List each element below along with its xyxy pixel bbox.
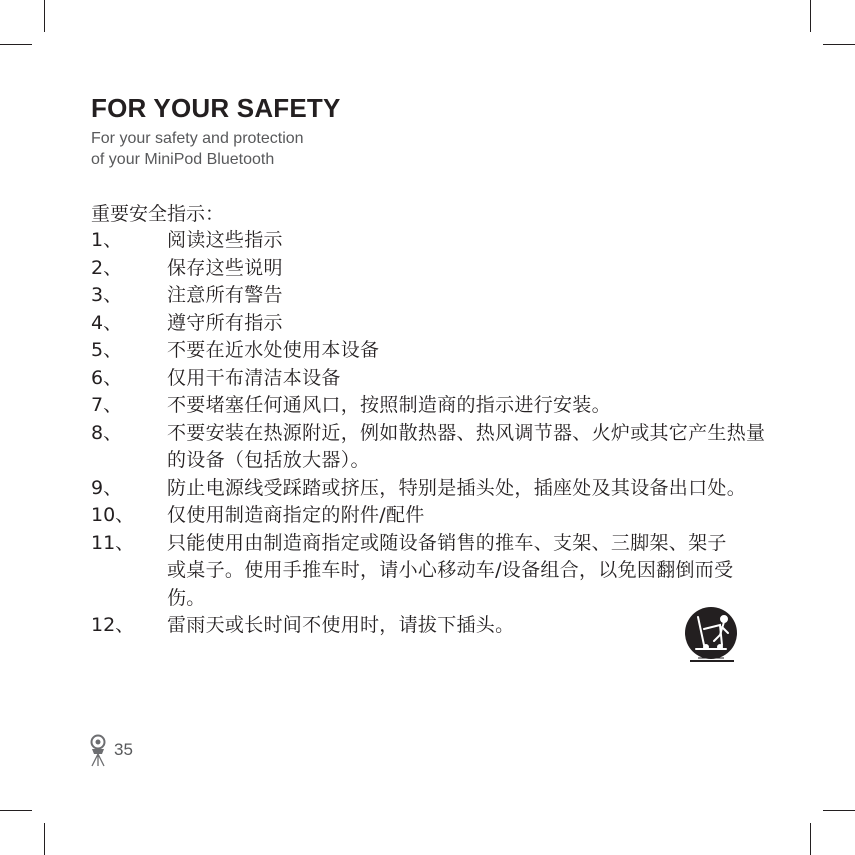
speaker-logo-icon: [88, 732, 108, 768]
list-item: [91, 337, 771, 365]
list-item: [91, 282, 771, 310]
list-item: [91, 420, 771, 475]
item-text: 阅读这些指示: [167, 229, 283, 251]
crop-mark: [44, 0, 45, 32]
list-item: [91, 475, 771, 503]
item-number: 8、: [91, 421, 123, 444]
cart-tip-over-warning-icon: [684, 605, 738, 665]
list-item: [91, 227, 771, 255]
item-number: 6、: [91, 366, 123, 389]
item-number: 7、: [91, 394, 123, 416]
item-number: 1、: [91, 229, 123, 251]
item-text: 注意所有警告: [167, 284, 283, 306]
crop-mark: [0, 810, 32, 811]
crop-mark: [823, 44, 855, 45]
list-item: [91, 392, 771, 420]
page-number: 35: [114, 740, 133, 759]
instructions-heading: 重要安全指示：: [91, 203, 225, 225]
item-text: 不要在近水处使用本设备: [167, 339, 380, 361]
crop-mark: [810, 823, 811, 855]
instructions-list: [91, 227, 771, 640]
subtitle-line: of your MiniPod Bluetooth: [91, 151, 275, 168]
page-footer: [88, 732, 133, 768]
page-title: FOR YOUR SAFETY: [91, 93, 341, 123]
list-item: [91, 310, 771, 338]
list-item: [91, 612, 771, 640]
page-subtitle: [91, 128, 304, 170]
item-text: 不要堵塞任何通风口，按照制造商的指示进行安装。: [167, 394, 611, 416]
item-number: 11、: [91, 531, 135, 554]
list-item: [91, 365, 771, 393]
item-text: 遵守所有指示: [167, 311, 283, 334]
subtitle-line: For your safety and protection: [91, 130, 304, 147]
item-number: 2、: [91, 256, 123, 279]
item-number: 9、: [91, 476, 123, 499]
item-number: 5、: [91, 339, 123, 361]
list-item: [91, 530, 771, 613]
list-item: [91, 255, 771, 283]
item-text: 防止电源线受踩踏或挤压，特别是插头处，插座处及其设备出口处。: [167, 476, 747, 499]
crop-mark: [810, 0, 811, 32]
item-number: 10、: [91, 504, 135, 526]
crop-mark: [0, 44, 32, 45]
item-text: 保存这些说明: [167, 256, 283, 279]
list-item: [91, 502, 771, 530]
item-number: 3、: [91, 284, 123, 306]
item-text: 仅用干布清洁本设备: [167, 366, 341, 389]
item-text: 只能使用由制造商指定或随设备销售的推车、支架、三脚架、架子或桌子。使用手推车时，请小心移动车/设备组合，以免因翻倒而受伤。: [167, 531, 734, 609]
item-text: 仅使用制造商指定的附件/配件: [167, 504, 425, 526]
item-number: 4、: [91, 311, 123, 334]
item-number: 12、: [91, 614, 135, 636]
item-text: 不要安装在热源附近，例如散热器、热风调节器、火炉或其它产生热量的设备（包括放大器）。: [167, 421, 766, 471]
crop-mark: [823, 810, 855, 811]
item-text: 雷雨天或长时间不使用时，请拔下插头。: [167, 614, 515, 636]
crop-mark: [44, 823, 45, 855]
